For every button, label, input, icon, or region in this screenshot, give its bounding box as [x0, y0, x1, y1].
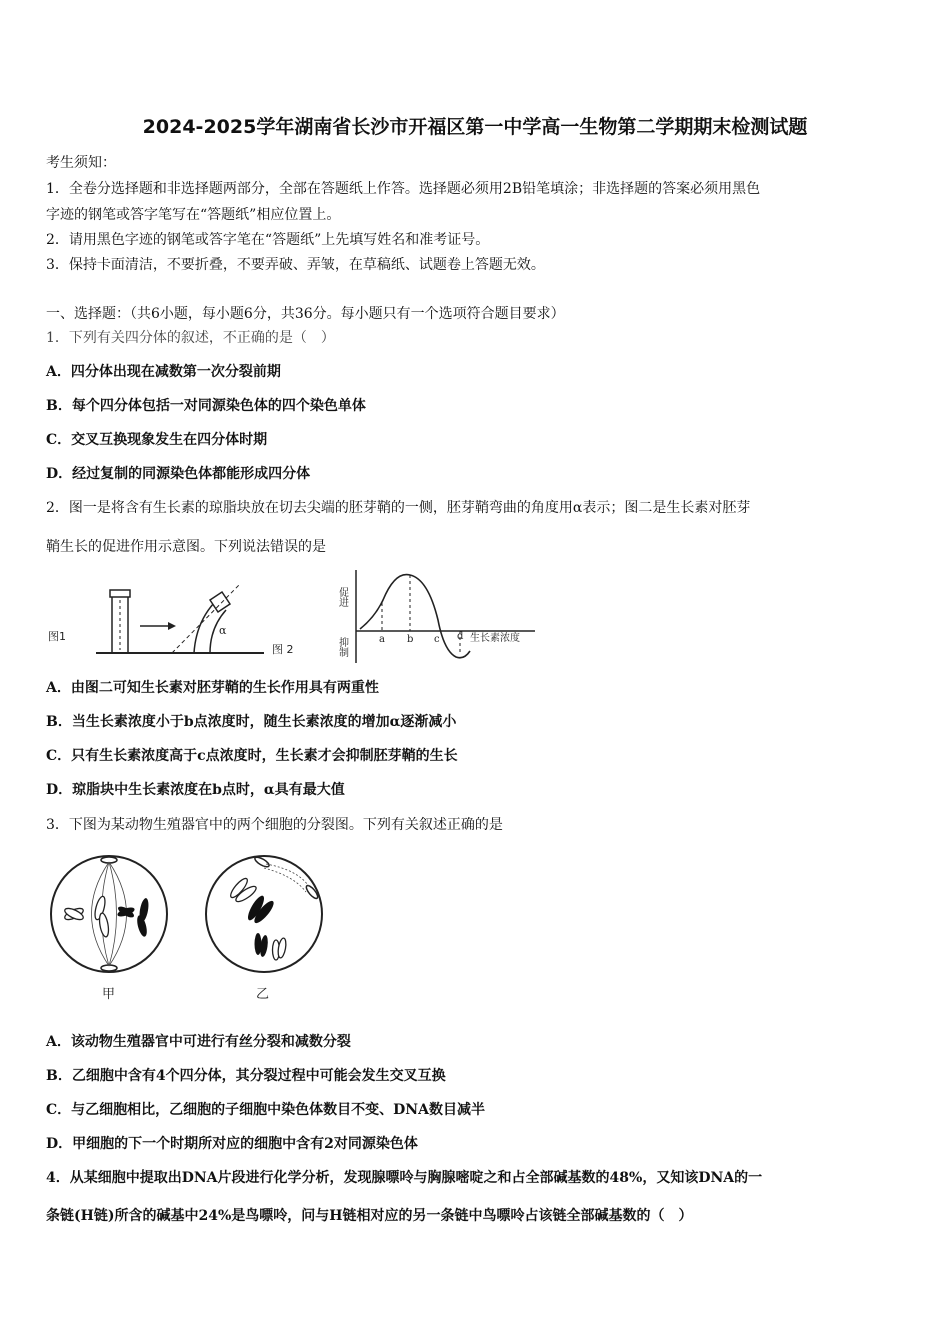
- notice-item: 1．全卷分选择题和非选择题两部分，全部在答题纸上作答。选择题必须用2B铅笔填涂；非选择题的答案必须用黑色: [46, 181, 761, 197]
- question-4-stem-cont: 条链(H链)所含的碱基中24%是鸟嘌呤，问与H链相对应的另一条链中鸟嘌呤占该链全部碱基数的（ ）: [46, 1208, 693, 1224]
- q1-option-b: B．每个四分体包括一对同源染色体的四个染色单体: [46, 398, 366, 414]
- figure-2-label: 图 2: [272, 643, 294, 656]
- q3-option-c: C．与乙细胞相比，乙细胞的子细胞中染色体数目不变、DNA数目减半: [46, 1102, 485, 1118]
- y-axis-promote: 促进: [336, 587, 348, 607]
- angle-alpha: α: [219, 624, 227, 637]
- point-c: c: [434, 634, 440, 645]
- q2-option-c: C．只有生长素浓度高于c点浓度时，生长素才会抑制胚芽鞘的生长: [46, 748, 458, 764]
- q3-option-a: A．该动物生殖器官中可进行有丝分裂和减数分裂: [46, 1034, 351, 1050]
- q1-option-d: D．经过复制的同源染色体都能形成四分体: [46, 466, 311, 482]
- point-b: b: [407, 634, 414, 645]
- page-title: 2024-2025学年湖南省长沙市开福区第一中学高一生物第二学期期末检测试题: [142, 116, 808, 138]
- q3-option-b: B．乙细胞中含有4个四分体，其分裂过程中可能会发生交叉互换: [46, 1068, 446, 1084]
- q3-option-d: D．甲细胞的下一个时期所对应的细胞中含有2对同源染色体: [46, 1136, 418, 1152]
- point-d: d: [457, 631, 464, 642]
- notice-item: 3．保持卡面清洁，不要折叠，不要弄破、弄皱，在草稿纸、试题卷上答题无效。: [46, 257, 545, 273]
- question-2-stem-cont: 鞘生长的促进作用示意图。下列说法错误的是: [46, 539, 326, 555]
- figure-1-coleoptile: [44, 578, 304, 668]
- figure-2-auxin-curve: [270, 565, 550, 670]
- notice-heading: 考生须知：: [46, 155, 116, 171]
- q2-option-b: B．当生长素浓度小于b点浓度时，随生长素浓度的增加α逐渐减小: [46, 714, 457, 730]
- q1-option-a: A．四分体出现在减数第一次分裂前期: [46, 364, 281, 380]
- question-2-stem: 2．图一是将含有生长素的琼脂块放在切去尖端的胚芽鞘的一侧，胚芽鞘弯曲的角度用α表示；图二是生长素对胚芽: [46, 500, 751, 516]
- y-axis-inhibit: 抑制: [336, 637, 348, 657]
- figure-3-cells: [44, 850, 344, 1005]
- q2-option-a: A．由图二可知生长素对胚芽鞘的生长作用具有两重性: [46, 680, 379, 696]
- section-heading: 一、选择题：（共6小题，每小题6分，共36分。每小题只有一个选项符合题目要求）: [46, 306, 565, 322]
- x-axis-label: 生长素浓度: [470, 633, 520, 644]
- q2-option-d: D．琼脂块中生长素浓度在b点时，α具有最大值: [46, 782, 345, 798]
- question-3-stem: 3．下图为某动物生殖器官中的两个细胞的分裂图。下列有关叙述正确的是: [46, 817, 503, 833]
- point-a: a: [379, 634, 385, 645]
- question-4-stem: 4．从某细胞中提取出DNA片段进行化学分析，发现腺嘌呤与胸腺嘧啶之和占全部碱基数的48%，又知该DNA的一: [46, 1170, 763, 1186]
- notice-item: 2．请用黑色字迹的钢笔或答字笔在“答题纸”上先填写姓名和准考证号。: [46, 232, 490, 248]
- question-1-stem: 1．下列有关四分体的叙述，不正确的是（ ）: [46, 330, 335, 346]
- q1-option-c: C．交叉互换现象发生在四分体时期: [46, 432, 268, 448]
- notice-item: 字迹的钢笔或答字笔写在“答题纸”相应位置上。: [46, 207, 341, 223]
- cell-label-a: 甲: [102, 987, 116, 1002]
- cell-label-b: 乙: [256, 987, 270, 1002]
- figure-1-label: 图1: [48, 630, 66, 643]
